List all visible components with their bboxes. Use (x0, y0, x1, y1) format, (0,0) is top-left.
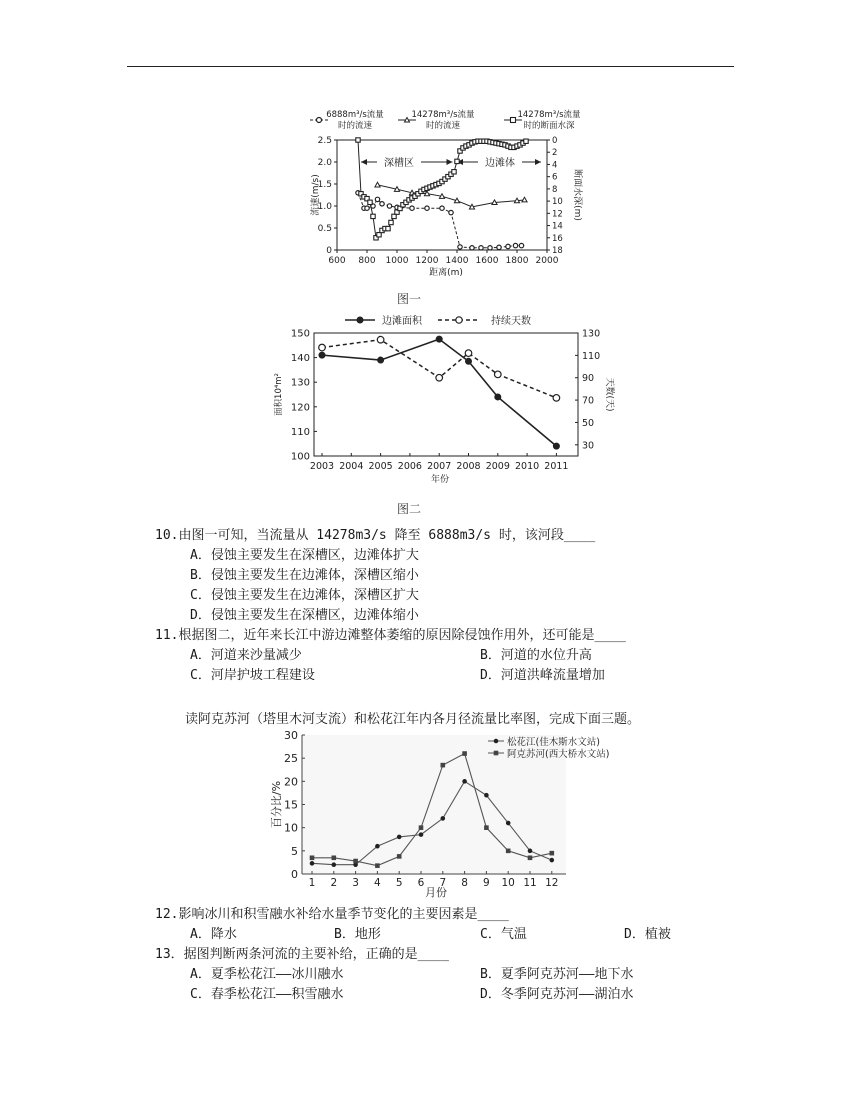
question-10-option-b: B．侵蚀主要发生在边滩体，深槽区缩小 (190, 568, 419, 583)
fig3-x-tick-label: 1 (308, 877, 316, 889)
fig1-y-tick-label: 1.5 (317, 180, 332, 190)
fig3-series-songhua-point (310, 862, 314, 866)
fig2-legend-days-label: 持续天数 (491, 316, 531, 327)
fig2-x-tick-label: 2010 (515, 461, 540, 472)
fig2-y2-tick-label: 130 (582, 328, 601, 340)
fig3-y-axis-label: 百分比/% (270, 780, 283, 829)
fig3-series-songhua-point (528, 849, 532, 853)
question-11-option-b: B．河道的水位升高 (480, 648, 592, 663)
fig3-series-songhua-point (376, 844, 380, 848)
fig1-legend-label: 14278m³/s流量 (517, 110, 581, 120)
fig1-legend-label: 时的流速 (337, 121, 373, 131)
question-13-option-b: B．夏季阿克苏河——地下水 (480, 967, 634, 982)
fig3-series-aksu-point (376, 864, 380, 868)
fig3-series-aksu-point (397, 855, 401, 859)
fig2-y-axis-label: 面积10⁴m² (274, 373, 284, 416)
fig2-x-tick-label: 2007 (427, 461, 452, 472)
fig3-x-tick-label: 7 (439, 877, 447, 889)
fig1-y-tick-label: 1.0 (317, 202, 332, 212)
fig2-y-tick-label: 100 (290, 451, 310, 463)
fig1-y2-tick-label: 8 (552, 184, 558, 195)
fig2-y2-axis-label: 天数(天) (604, 377, 614, 412)
fig1-y2-tick-label: 4 (552, 160, 558, 171)
question-12-option-b: B．地形 (334, 927, 381, 942)
fig1-y-axis-label: 流速(m/s) (311, 174, 321, 216)
fig3-series-songhua-point (485, 793, 489, 797)
fig3-y-tick-label: 5 (291, 844, 298, 858)
fig1-y2-tick-label: 14 (552, 221, 563, 232)
figure-1-caption: 图一 (397, 292, 422, 306)
fig1-x-tick-label: 2000 (535, 256, 559, 266)
fig2-x-tick-label: 2008 (456, 461, 481, 472)
fig3-y-tick-label: 15 (284, 798, 298, 812)
fig1-bank-zone-label: 边滩体 (485, 158, 515, 169)
reading-intro: 读阿克苏河（塔里木河支流）和松花江年内各月径流量比率图，完成下面三题。 (185, 712, 641, 727)
fig3-series-aksu-point (419, 826, 423, 830)
fig3-y-tick-label: 20 (284, 775, 298, 789)
fig3-x-tick-label: 11 (523, 877, 537, 889)
question-12-option-a: A．降水 (190, 927, 237, 942)
question-13-stem: 13．据图判断两条河流的主要补给，正确的是____ (155, 947, 449, 962)
fig3-series-songhua-point (354, 863, 358, 867)
fig1-legend-label: 时的断面水深 (523, 121, 575, 131)
fig3-series-songhua-point (441, 817, 445, 821)
question-12-stem: 12.影响冰川和积雪融水补给水量季节变化的主要因素是____ (155, 907, 509, 922)
fig1-y2-tick-label: 12 (552, 209, 563, 220)
fig1-x-tick-label: 1200 (415, 256, 439, 266)
question-11-option-d: D．河道洪峰流量增加 (480, 668, 605, 683)
fig1-y2-tick-label: 0 (552, 136, 558, 146)
fig3-series-songhua-point (550, 858, 554, 862)
fig3-y-tick-label: 10 (284, 821, 298, 835)
fig2-y2-tick-label: 50 (582, 417, 595, 429)
fig2-y-tick-label: 130 (290, 377, 310, 389)
fig1-y-tick-label: 2.0 (317, 158, 332, 168)
fig1-x-tick-label: 1600 (475, 256, 499, 266)
question-13-option-a: A．夏季松花江——冰川融水 (190, 967, 344, 982)
fig3-series-aksu-point (332, 856, 336, 860)
fig3-x-tick-label: 3 (352, 877, 359, 889)
fig1-x-tick-label: 1000 (385, 256, 409, 266)
fig3-y-tick-label: 25 (284, 752, 298, 766)
fig1-y-tick-label: 0.5 (317, 224, 332, 234)
fig1-x-tick-label: 1400 (445, 256, 469, 266)
question-10-option-d: D．侵蚀主要发生在深槽区，边滩体缩小 (190, 608, 419, 623)
question-12-option-d: D．植被 (624, 927, 671, 942)
fig2-y2-tick-label: 30 (582, 440, 595, 452)
fig3-series-songhua-point (397, 835, 401, 839)
fig3-series-songhua-point (463, 780, 467, 784)
fig1-x-tick-label: 1800 (505, 256, 529, 266)
fig3-series-songhua-point (419, 833, 423, 837)
fig1-deep-zone-label: 深槽区 (384, 158, 414, 169)
fig3-series-songhua-point (332, 863, 336, 867)
fig2-y-tick-label: 150 (290, 328, 310, 340)
fig3-legend-aksu-marker (494, 751, 498, 755)
fig1-x-tick-label: 800 (358, 256, 376, 266)
question-10-stem: 10.由图一可知，当流量从 14278m3/s 降至 6888m3/s 时，该河段____ (155, 528, 596, 543)
fig3-series-songhua-point (506, 821, 510, 825)
fig2-y2-tick-label: 70 (582, 395, 595, 407)
fig3-x-axis-label: 月份 (425, 886, 447, 899)
fig3-series-aksu-point (506, 849, 510, 853)
fig3-x-tick-label: 6 (417, 877, 425, 889)
fig3-legend-aksu-label: 阿克苏河(西大桥水文站) (507, 749, 610, 760)
fig1-y2-tick-label: 10 (552, 197, 563, 208)
fig1-legend-label: 14278m³/s流量 (411, 110, 475, 120)
fig1-y2-tick-label: 6 (552, 172, 558, 183)
fig2-y2-tick-label: 110 (582, 350, 601, 362)
question-10-option-a: A．侵蚀主要发生在深槽区，边滩体扩大 (190, 548, 419, 563)
fig3-legend-songhua-marker (494, 739, 498, 743)
fig3-x-tick-label: 9 (483, 877, 490, 889)
question-12-option-c: C．气温 (480, 927, 527, 942)
fig3-x-tick-label: 12 (545, 877, 559, 889)
fig1-legend-label: 6888m³/s流量 (326, 110, 384, 120)
fig2-x-axis-label: 年份 (430, 475, 450, 485)
question-10-option-c: C．侵蚀主要发生在边滩体，深槽区扩大 (190, 588, 419, 603)
fig1-legend-label: 时的流速 (425, 121, 461, 131)
fig3-series-aksu-point (354, 859, 358, 863)
question-13-option-d: D．冬季阿克苏河——湖泊水 (480, 987, 634, 1002)
fig3-series-aksu-point (463, 752, 467, 756)
fig1-x-tick-label: 600 (328, 256, 346, 266)
fig3-x-tick-label: 5 (395, 877, 403, 889)
fig1-y-tick-label: 0 (326, 246, 332, 256)
fig2-x-tick-label: 2004 (339, 461, 364, 472)
fig3-series-aksu-point (441, 763, 445, 767)
fig2-x-tick-label: 2011 (544, 461, 569, 472)
fig3-x-tick-label: 2 (330, 877, 338, 889)
fig3-series-aksu-point (550, 851, 554, 855)
fig2-y-tick-label: 110 (290, 426, 310, 438)
question-11-stem: 11.根据图二，近年来长江中游边滩整体萎缩的原因除侵蚀作用外，还可能是____ (155, 628, 626, 643)
question-11-option-a: A．河道来沙量减少 (190, 648, 302, 663)
fig2-x-tick-label: 2005 (368, 461, 393, 472)
figure-2-caption: 图二 (397, 502, 422, 516)
fig3-y-tick-label: 30 (284, 729, 298, 742)
fig1-y2-tick-label: 16 (552, 233, 563, 244)
fig1-y2-axis-label: 断面水深(m) (572, 169, 582, 221)
fig3-y-tick-label: 0 (291, 868, 298, 881)
fig2-legend-area-label: 边滩面积 (382, 316, 422, 327)
fig1-y2-tick-label: 18 (552, 246, 563, 256)
fig3-series-aksu-point (310, 856, 314, 860)
fig1-y-tick-label: 2.5 (317, 136, 332, 146)
fig3-x-tick-label: 10 (501, 877, 515, 889)
fig2-x-tick-label: 2003 (309, 461, 335, 472)
fig3-x-tick-label: 8 (461, 877, 468, 889)
fig2-y-tick-label: 120 (290, 402, 310, 414)
fig3-legend-songhua-label: 松花江(佳木斯水文站) (507, 737, 600, 748)
fig1-x-axis-label: 距离(m) (429, 268, 463, 278)
question-11-option-c: C．河岸护坡工程建设 (190, 668, 315, 683)
fig3-series-aksu-point (528, 856, 532, 860)
fig2-y-tick-label: 140 (290, 353, 310, 365)
fig2-x-tick-label: 2006 (397, 461, 422, 472)
question-13-option-c: C．春季松花江——积雪融水 (190, 987, 344, 1002)
fig3-series-aksu-point (485, 826, 489, 830)
fig2-y2-tick-label: 90 (582, 373, 595, 385)
fig3-x-tick-label: 4 (374, 877, 381, 889)
fig2-x-tick-label: 2009 (485, 461, 510, 472)
fig1-y2-tick-label: 2 (552, 148, 558, 159)
